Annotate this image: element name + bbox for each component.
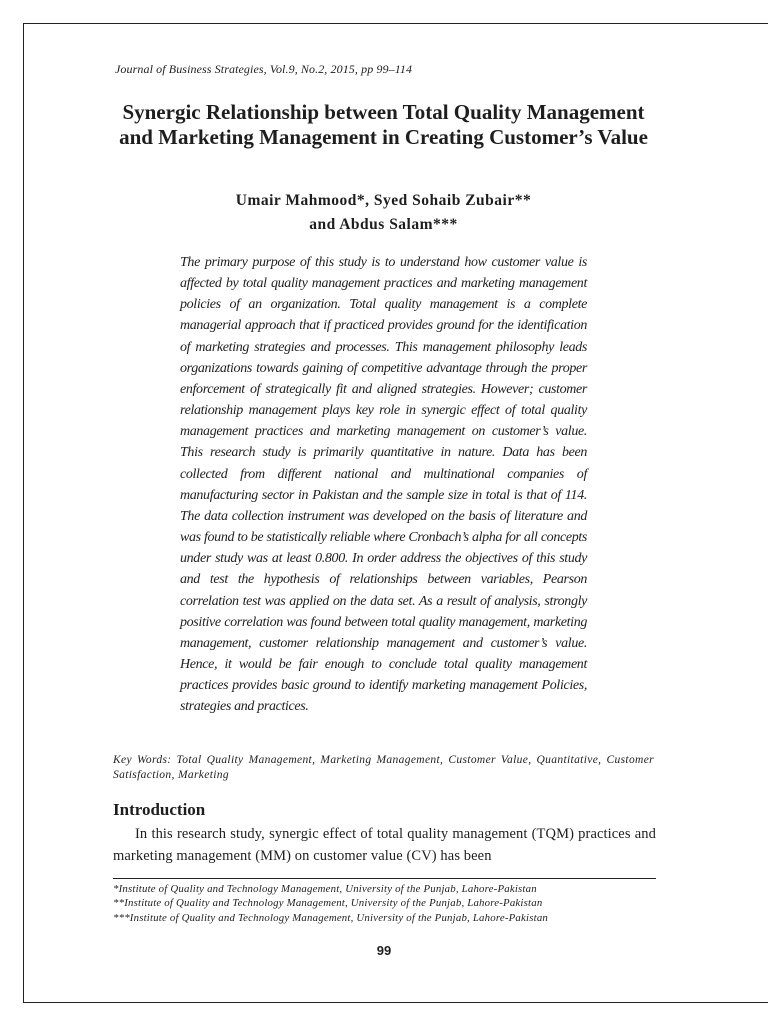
introduction-heading: Introduction: [113, 800, 206, 819]
introduction-paragraph: In this research study, synergic effect of total quality management (TQM) practices and marketing management (MM) on customer value (CV) has been: [113, 826, 656, 864]
footnote-1: *Institute of Quality and Technology Management, University of the Punjab, Lahore-Pakistan: [113, 883, 537, 895]
paper-title: Synergic Relationship between Total Quality Management and Marketing Management in Creating Customer’s Value: [119, 100, 648, 149]
footnotes: [113, 882, 673, 925]
author-line-1: Umair Mahmood*, Syed Sohaib Zubair**: [235, 192, 532, 209]
abstract: The primary purpose of this study is to understand how customer value is affected by total quality management practices and marketing management policies of an organization. Total quality management is a complete managerial approach that if practiced provides ground for the identification of marketing strategies and processes. This management philosophy leads organizations towards gaining of competitive advantage through the proper enforcement of strategically fit and aligned strategies. However; customer relationship management plays key role in synergic effect of total quality management practices and marketing management on customer’s value. This research study is primarily quantitative in nature. Data has been collected from different national and multinational companies of manufacturing sector in Pakistan and the sample size in total is that of 114. The data collection instrument was developed on the basis of literature and was found to be statistically reliable where Cronbach’s alpha for all concepts under study was at least 0.800. In order address the objectives of this study and test the hypothesis of relationships between variables, Pearson correlation test was applied on the data set. As a result of analysis, strongly positive correlation was found between total quality management, marketing management, customer relationship management and customer’s value. Hence, it would be fair enough to conclude total quality management practices provides basic ground to identify marketing management Policies, strategies and practices.: [180, 255, 587, 715]
author-list: [113, 189, 654, 237]
journal-citation: Journal of Business Strategies, Vol.9, No.2, 2015, pp 99–114: [115, 62, 413, 76]
author-line-2: and Abdus Salam***: [309, 216, 458, 233]
footnote-divider: [113, 878, 656, 879]
footnote-3: ***Institute of Quality and Technology Management, University of the Punjab, Lahore-Pakistan: [113, 911, 549, 924]
keywords: Key Words: Total Quality Management, Marketing Management, Customer Value, Quantitative, Customer Satisfaction, Marketing: [113, 754, 654, 781]
footnote-2: **Institute of Quality and Technology Management, University of the Punjab, Lahore-Pakistan: [113, 897, 543, 910]
page-number: 99: [376, 943, 392, 958]
